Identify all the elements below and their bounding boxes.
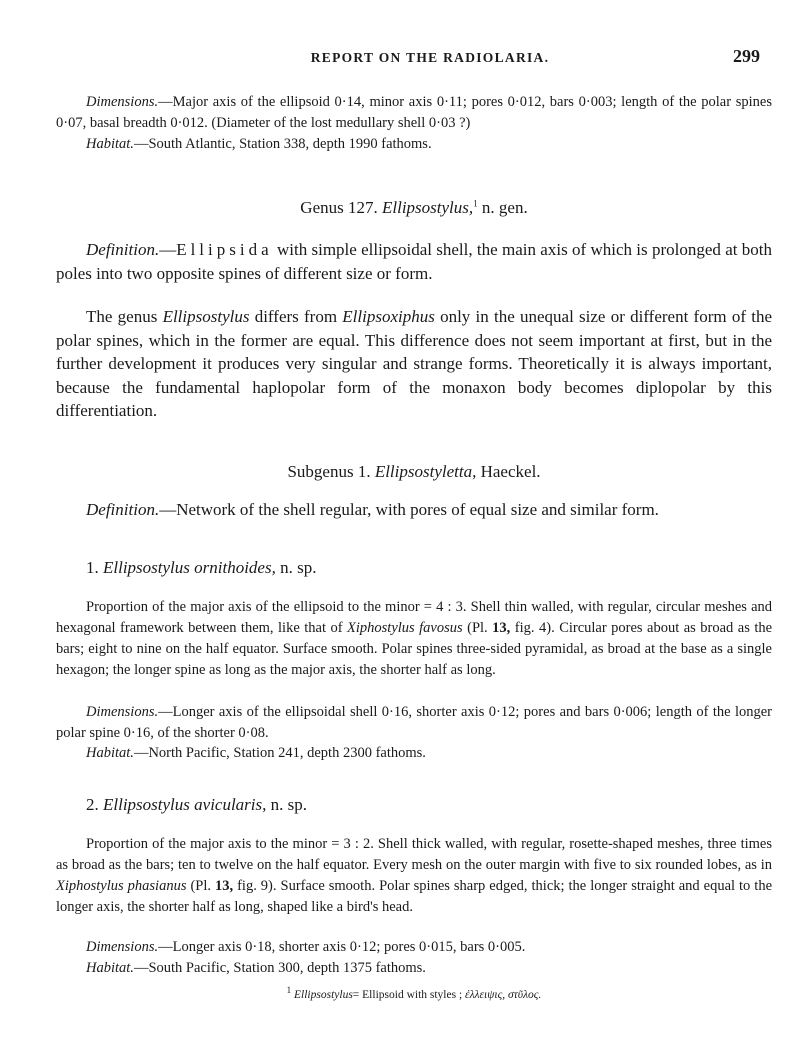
footnote: $^1$ Ellipsostylus= Ellipsoid with styles ; ἐλλειψις, στῦλος. — [286, 985, 542, 1001]
prev-species-habitat: Habitat.—South Atlantic, Station 338, depth 1990 fathoms. — [86, 136, 432, 152]
genus-name: Ellipsostylus, — [382, 198, 474, 217]
species-1-dimensions: Dimensions.—Longer axis of the ellipsoidal shell 0·16, shorter axis 0·12; pores and bars 0·006; length of the longer polar spine 0·16, of the shorter 0·08. — [56, 704, 772, 741]
prev-species-dimensions: Dimensions.—Major axis of the ellipsoid 0·14, minor axis 0·11; pores 0·012, bars 0·003; length of the polar spines 0·07, basal breadth 0·012. (Diameter of the lost medullary shell 0·03 ?) — [56, 94, 772, 131]
page-number: 299 — [733, 46, 760, 66]
species-2-habitat: Habitat.—South Pacific, Station 300, depth 1375 fathoms. — [86, 960, 426, 976]
footnote-mark: 1 — [473, 198, 478, 209]
species-1-habitat: Habitat.—North Pacific, Station 241, depth 2300 fathoms. — [86, 745, 426, 761]
genus-definition: Definition.—Ellipsida with simple ellipsoidal shell, the main axis of which is prolonged at both poles into two opposite spines of different size or form. — [56, 240, 772, 283]
species-2-description: Proportion of the major axis to the minor = 3 : 2. Shell thick walled, with regular, rosette-shaped meshes, three times as broad as the bars; ten to twelve on the half equator. Every mesh on the outer margin with five to six rounded lobes, as in Xiphostylus phasianus (Pl. 13, fig. 9). Surface smooth. Polar spines sharp edged, thick; the longer straight and equal to the longer axis, the shorter half as long, shaped like a bird's head. — [56, 836, 773, 915]
subgenus-definition: Definition.—Network of the shell regular, with pores of equal size and similar form. — [86, 500, 659, 519]
species-2-dimensions: Dimensions.—Longer axis 0·18, shorter axis 0·12; pores 0·015, bars 0·005. — [86, 939, 526, 955]
species-1-description: Proportion of the major axis of the ellipsoid to the minor = 4 : 3. Shell thin walled, with regular, circular meshes and hexagonal framework between them, like that of Xiphostylus favosus (Pl. 13, fig. 4). Circular pores about as broad as the bars; eight to nine on the half equator. Surface smooth. Polar spines three-sided pyramidal, as broad at the base as a single hexagon; the longer spine as long as the major axis, the shorter half as long. — [56, 599, 773, 678]
species-1-heading: 1. Ellipsostylus ornithoides, n. sp. — [86, 558, 317, 577]
subgenus-heading: Subgenus 1. Ellipsostyletta, Haeckel. — [287, 462, 541, 481]
genus-heading: Genus 127. Ellipsostylus,$^1$ n. gen. — [300, 198, 528, 217]
genus-discussion: The genus Ellipsostylus differs from Ellipsoxiphus only in the unequal size or different form of the polar spines, which in the former are equal. This difference does not seem important at first, but in the further development it produces very singular and strange forms. Theoretically it is always important, because the fundamental haplopolar form of the monaxon body becomes diplopolar by this differentiation. — [56, 307, 772, 420]
running-title: REPORT ON THE RADIOLARIA. — [310, 50, 550, 65]
species-2-heading: 2. Ellipsostylus avicularis, n. sp. — [86, 795, 308, 814]
page-header — [0, 46, 800, 70]
